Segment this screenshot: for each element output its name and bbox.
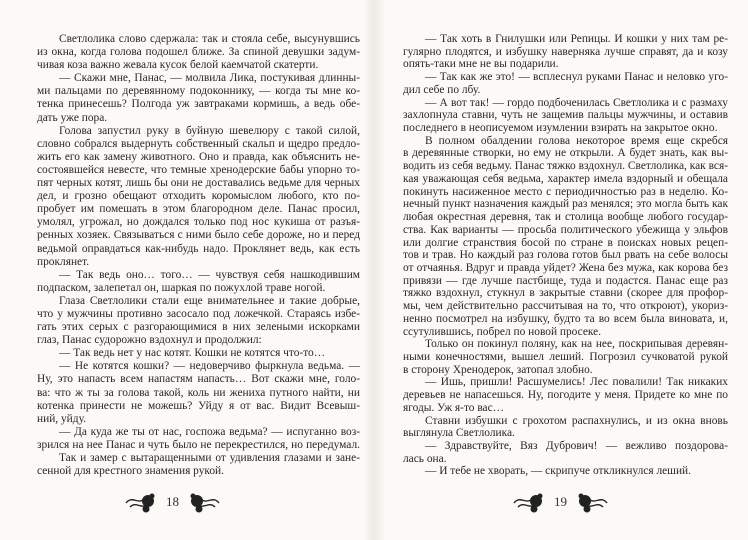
text-line: ний, уйду.	[37, 412, 86, 425]
text-line: тов и трав. Но каждый раз голова готов был рвать на себе волосы	[403, 249, 728, 262]
floral-flourish-icon	[187, 491, 221, 513]
left-page-text	[37, 33, 360, 478]
text-line: что у мужчины противно засосало под ложечкой. Стараясь избе-	[37, 307, 360, 320]
text-line: — И тебе не хворать, — скрипуче откликнулся леший.	[425, 465, 691, 478]
text-line: гать этих серых с разгорающимися в них зелеными искорками	[37, 321, 360, 334]
text-line: ренных хозяек. Связываться с ними было себе дороже, но и перед	[37, 229, 360, 242]
text-line: состоявшейся невесте, что темные хренодерские бабы упорно то-	[37, 163, 360, 176]
text-line: лась она.	[403, 452, 447, 465]
floral-flourish-icon	[124, 491, 158, 513]
text-line: привязи — где лучше пастбище, туда и подастся. Панас еще раз	[403, 274, 728, 287]
text-line: чивая коза важно жевала кусок белой каемчатой скатерти.	[37, 59, 319, 72]
text-line: — Так как же это! — всплеснул руками Панас и неловко уго-	[425, 71, 728, 84]
text-line: глаз, Панас судорожно вздохнул и продолжил:	[37, 334, 262, 347]
text-line: — Скажи мне, Панас, — молвила Лика, постукивая длинны-	[59, 72, 360, 85]
text-line: ва: что ж ты за голова такой, коль ни жениха путного найти, ни	[37, 386, 360, 399]
text-line: словно собрался выдернуть собственный скальп и щедро предло-	[37, 137, 360, 150]
text-line: покинуть насиженное место с периодичностью раз в неделю. Ко-	[403, 185, 728, 198]
text-line: или долгие странствия босой по стране в поисках новых рецеп-	[403, 236, 728, 249]
text-line: мы, чем действительно рассчитывая на то, что откроют), укориз-	[403, 300, 728, 313]
text-line: котенка принести не можешь? Уйду я от вас. Видит Всевыш-	[37, 399, 360, 412]
text-line: дать уже пора.	[37, 111, 108, 124]
text-line: Глаза Светлолики стали еще внимательнее и такие добрые,	[59, 294, 360, 307]
text-line: ства. Как варианты — просьба политического убежища у эльфов	[403, 223, 728, 236]
text-line: тяжко вздохнул, стукнул в закрытые ставни (скорее для профор-	[403, 287, 728, 300]
text-line: — А вот так! — гордо подбоченилась Светлолика и с размаху	[425, 96, 728, 109]
page-number: 18	[166, 494, 179, 509]
right-page-text	[403, 33, 728, 478]
text-line: деревьев не напасешься. Ну, погодите у меня. Придете ко мне по	[403, 389, 728, 402]
text-line: в деревянные створки, но ему не открыли. А будет знать, как вы-	[403, 147, 728, 160]
text-line: — Так ведь оно… того… — чувствуя себя нашкодившим	[59, 268, 360, 281]
text-line: Ставни избушки с грохотом распахнулись, и из окна вновь	[425, 414, 728, 427]
text-line: из окна, когда голова подошел ближе. За спиной девушки задум-	[37, 46, 360, 59]
text-line: сенной для крестного знамения рукой.	[37, 465, 224, 478]
text-line: опять-таки мне не вы подарили.	[403, 58, 559, 71]
text-line: Голова запустил руку в буйную шевелюру с такой силой,	[59, 124, 360, 137]
text-line: последнего в неописуемом изумлении взирать на закрытое окно.	[403, 122, 718, 135]
text-line: кая уважающая себя ведьма, характер имела вздорный и обещала	[403, 172, 728, 185]
text-line: Так и замер с вытаращенными от удивления глазами и зане-	[59, 452, 360, 464]
text-line: зрился на нее Панас и чуть было не перекрестился, но передумал.	[37, 438, 360, 451]
text-line: захлопнула ставни, чуть не защемив пальцы мужчины, и оставив	[403, 109, 728, 122]
text-line: в сторону Хренодерок, затопал злобно.	[403, 363, 593, 376]
text-line: дел, и грозно обещают отходить коромыслом любого, кто по-	[37, 190, 360, 203]
text-line: ми пальцами по деревянному подоконнику, — когда ты мне ко-	[37, 85, 360, 98]
right-page-footer	[512, 491, 609, 513]
page-number: 19	[554, 494, 567, 509]
text-line: — Да куда же ты от нас, госпожа ведьма? — испуганно воз-	[59, 425, 360, 438]
text-line: Только он покинул поляну, как на нее, поскрипывая деревян-	[425, 338, 728, 351]
text-line: любая окрестная деревня, так и столица вообще любого государ-	[403, 211, 728, 224]
text-line: от отчаянья. Вдруг и правда уйдет? Жена без мужа, как корова без	[403, 261, 728, 274]
text-line: гулярно плодятся, и избушку наверняка лучше справят, да и козу	[403, 45, 728, 58]
text-line: — Ишь, пришли! Расшумелись! Лес повалили! Так никаких	[425, 376, 728, 389]
text-line: — Здравствуйте, Вяз Дубрович! — вежливо поздорова-	[425, 440, 728, 452]
text-line: дил себе по лбу.	[403, 83, 481, 96]
floral-flourish-icon	[575, 491, 609, 513]
text-line: В полном обалдении голова некоторое время еще скребся	[425, 134, 728, 147]
text-line: умолял, угрожал, но дождался только под нос кукиша от разъя-	[37, 216, 360, 229]
text-line: тенка принесешь? Полгода уж завтраками кормишь, а ведь обе-	[37, 98, 360, 111]
text-line: ведьмой оправдаться как-нибудь надо. Проклянет ведь, как есть	[37, 242, 360, 255]
text-line: водить из себя ведьму. Панас тяжко вздохнул. Светлолика, как вся-	[403, 160, 728, 173]
text-line: — Не котятся кошки? — недоверчиво фыркнула ведьма. —	[59, 360, 360, 373]
text-line: пробует им помешать в этом благородном деле. Панас просил,	[37, 203, 360, 216]
text-line: пят черных котят, лишь бы они не доставались ведьме для черных	[37, 177, 360, 190]
text-line: Светлолика слово сдержала: так и стояла себе, высунувшись	[59, 33, 360, 45]
left-page-footer	[124, 491, 221, 513]
text-line: подпаском, залепетал он, шаркая по пожухлой траве ногой.	[37, 281, 326, 294]
book-gutter	[364, 0, 386, 540]
text-line: проклянет.	[37, 255, 90, 268]
text-line: нечный пункт назначения каждый раз менялся; это могла быть как	[403, 198, 728, 211]
text-line: ссутулившись, побрел по новой просеке.	[403, 325, 602, 338]
text-line: Ну, это напасть всем напастям напасть… Вот скажи мне, голо-	[37, 373, 360, 386]
text-line: жить его как замену животного. Оно и правда, как объяснить не-	[37, 150, 360, 163]
text-line: — Так хоть в Гнилушки или Репицы. И кошки у них там ре-	[425, 33, 728, 45]
text-line: — Так ведь нет у нас котят. Кошки не котятся что-то…	[59, 347, 326, 360]
floral-flourish-icon	[512, 491, 546, 513]
text-line: ягоды. Уж я-то вас…	[403, 401, 505, 414]
text-line: ными конечностями, вышел леший. Погрозил сучковатой рукой	[403, 350, 728, 363]
text-line: выглянула Светлолика.	[403, 427, 515, 440]
text-line: ненно посмотрел на избушку, будто та во всем была виновата, и,	[403, 312, 728, 325]
